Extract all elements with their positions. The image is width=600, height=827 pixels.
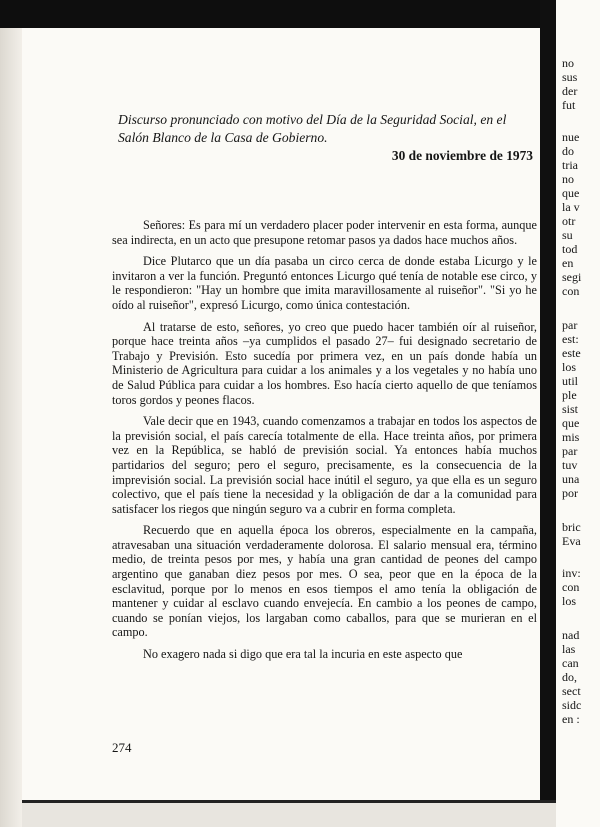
facing-page-fragment: que (562, 186, 580, 200)
facing-page-fragment: sect (562, 684, 581, 698)
facing-page-fragment: su (562, 228, 573, 242)
book-spine-shadow (540, 0, 556, 827)
facing-page-fragment: los (562, 594, 577, 608)
facing-page-fragment: segi (562, 270, 582, 284)
paragraph: No exagero nada si digo que era tal la incuria en este aspecto que (143, 647, 463, 662)
book-page (22, 28, 540, 800)
facing-page-fragment: una (562, 472, 580, 486)
facing-page-fragment: en : (562, 712, 580, 726)
scan-bottom-edge (22, 800, 556, 827)
facing-page-fragment: bric (562, 520, 581, 534)
facing-page-fragment: util (562, 374, 579, 388)
facing-page (556, 0, 600, 827)
facing-page-fragment: por (562, 486, 578, 500)
paragraph: Vale decir que en 1943, cuando comenzamos a trabajar en todos los aspectos de la previsión social, el país carecía totalmente de ella. Hace treinta años, por primera vez en la República, se habló de previsión social. Ya entonces había muchos partidarios del seguro; pero el seguro, precisamente, es la consecuencia de la imprevisión social. La previsión social hace inútil el seguro, ya que ella es un seguro colectivo, que el país tiene la necesidad y la obligación de dar a la comunidad para satisfacer los riegos que ningún seguro va a cubrir en forma completa. (112, 414, 537, 516)
facing-page-fragment: con (562, 284, 580, 298)
facing-page-fragment: can (562, 656, 579, 670)
facing-page-fragment: inv: (562, 566, 581, 580)
facing-page-fragment: sist (562, 402, 579, 416)
facing-page-fragment: do, (562, 670, 577, 684)
facing-page-fragment: los (562, 360, 577, 374)
facing-page-fragment: tria (562, 158, 578, 172)
facing-page-fragment: tuv (562, 458, 578, 472)
facing-page-fragment: sus (562, 70, 578, 84)
facing-page-fragment: no (562, 56, 574, 70)
facing-page-fragment: no (562, 172, 574, 186)
facing-page-fragment: sidc (562, 698, 582, 712)
facing-page-fragment: tod (562, 242, 578, 256)
facing-page-fragment: nue (562, 130, 580, 144)
facing-page-fragment: do (562, 144, 574, 158)
facing-page-fragment: otr (562, 214, 576, 228)
speech-body (112, 218, 537, 669)
facing-page-fragment: der (562, 84, 578, 98)
facing-page-fragment: en (562, 256, 574, 270)
scan-top-shadow (0, 0, 600, 28)
paragraph: Recuerdo que en aquella época los obreros, especialmente en la campaña, atravesaban una situación verdaderamente dolorosa. El salario mensual era, término medio, de treinta pesos por mes, y había una gran cantidad de peones del campo argentino que ganaban diez pesos por mes. O sea, peor que en la época de la esclavitud, porque por lo menos en esos tiempos el amo tenía la obligación de mantener y cuidar al esclavo cuando envejecía. En cambio a los peones de campo, cuando se ponían viejos, los largaban como caballos, para que se murieran en el campo. (112, 523, 537, 640)
facing-page-fragment: con (562, 580, 580, 594)
facing-page-fragment: fut (562, 98, 576, 112)
paragraph: Señores: Es para mí un verdadero placer poder intervenir en esta forma, aunque sea indirecta, en un acto que presupone retomar pasos ya dados hace muchos años. (112, 218, 537, 247)
facing-page-fragment: Eva (562, 534, 581, 548)
facing-page-fragment: mis (562, 430, 580, 444)
facing-page-fragment: que (562, 416, 580, 430)
facing-page-fragment: nad (562, 628, 580, 642)
facing-page-fragment: la v (562, 200, 580, 214)
speech-title: Discurso pronunciado con motivo del Día de la Seguridad Social, en el Salón Blanco de la Casa de Gobierno. (118, 112, 507, 145)
facing-page-fragment: par (562, 318, 578, 332)
facing-page-fragment: este (562, 346, 581, 360)
facing-page-fragment: las (562, 642, 576, 656)
paragraph: Al tratarse de esto, señores, yo creo que puedo hacer también oír al ruiseñor, porque hace treinta años –ya cumplidos el pasado 27– fui designado secretario de Trabajo y Previsión. Esto sucedía por primera vez, en un país donde había un Ministerio de Agricultura para cuidar a los animales y a los vegetales y no había uno de Salud Pública para cuidar a los hombres. Eso hacía cierto aquello de que teníamos toros gordos y peones flacos. (112, 319, 537, 407)
facing-page-fragment: est: (562, 332, 579, 346)
facing-page-fragment: ple (562, 388, 577, 402)
speech-date: 30 de noviembre de 1973 (391, 148, 533, 163)
paragraph: Dice Plutarco que un día pasaba un circo cerca de donde estaba Licurgo y le invitaron a ver la función. Preguntó entonces Licurgo qué tenía de notable ese circo, y le respondieron: "Hay un hombre que imita maravillosamente al ruiseñor". "Si yo he oído al ruiseñor", expresó Licurgo, como única contestación. (112, 254, 537, 312)
facing-page-fragment: par (562, 444, 578, 458)
page-number: 274 (112, 740, 132, 755)
scan-left-edge (0, 28, 22, 827)
